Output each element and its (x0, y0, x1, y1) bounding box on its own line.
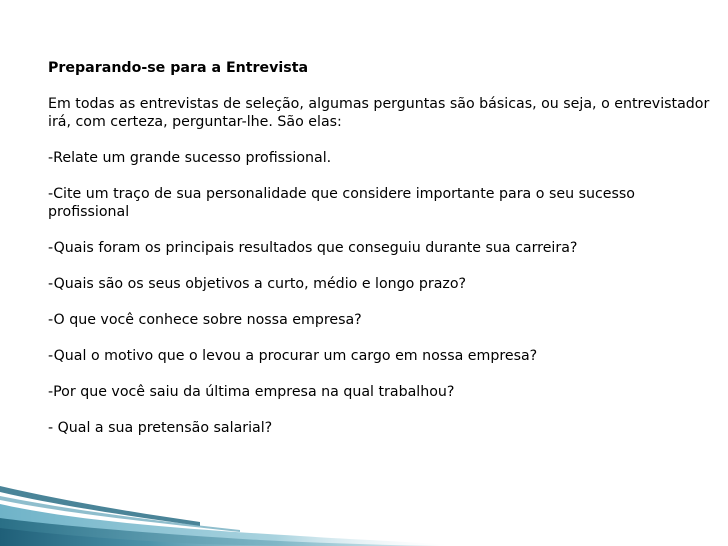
intro-paragraph: Em todas as entrevistas de seleção, algumas perguntas são básicas, ou seja, o entrevistador irá, com certeza, perguntar-lhe. São elas: (48, 96, 710, 130)
slide-title: Preparando-se para a Entrevista (48, 60, 309, 76)
question-item: -Qual o motivo que o levou a procurar um cargo em nossa empresa? (48, 348, 538, 364)
question-item: -Quais são os seus objetivos a curto, médio e longo prazo? (48, 276, 467, 292)
question-item: - Qual a sua pretensão salarial? (48, 420, 273, 436)
decorative-swoosh (0, 456, 460, 546)
question-item: -Relate um grande sucesso profissional. (48, 150, 332, 166)
question-item: -O que você conhece sobre nossa empresa? (48, 312, 362, 328)
slide-content (48, 59, 720, 455)
question-item: -Cite um traço de sua personalidade que considere importante para o seu sucesso profissional (48, 186, 635, 220)
question-item: -Por que você saiu da última empresa na qual trabalhou? (48, 384, 455, 400)
question-item: -Quais foram os principais resultados que conseguiu durante sua carreira? (48, 240, 578, 256)
